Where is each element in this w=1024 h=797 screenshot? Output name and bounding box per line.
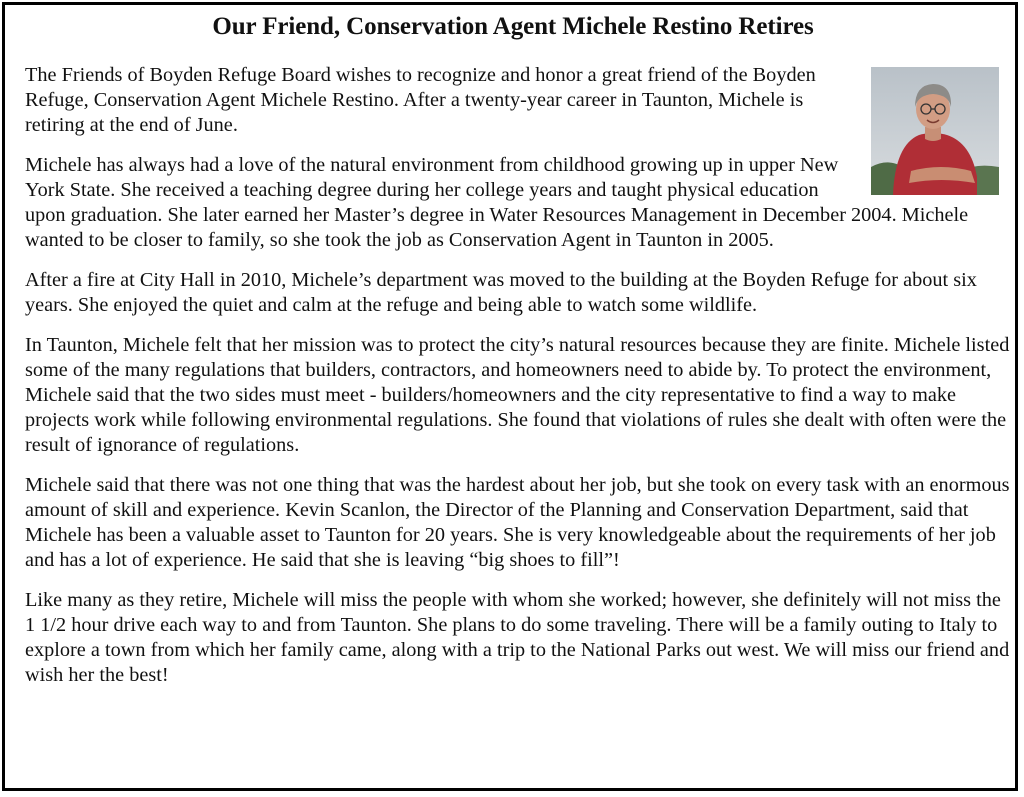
paragraph-6: Like many as they retire, Michele will miss the people with whom she worked; however, she definitely will not miss the 1 1/2 hour drive each way to and from Taunton. She plans to do some traveling. There will be a family outing to Italy to explore a town from which her family came, along with a trip to the National Parks out west. We will miss our friend and wish her the best! [25, 589, 1010, 686]
paragraph-1: The Friends of Boyden Refuge Board wishes to recognize and honor a great friend of the Boyden Refuge, Conservation Agent Michele Restino. After a twenty-year career in Taunton, Michele is retiring at the end of June. [25, 64, 816, 136]
paragraph-3: After a fire at City Hall in 2010, Michele’s department was moved to the building at the Boyden Refuge for about six years. She enjoyed the quiet and calm at the refuge and being able to watch some wildlife. [25, 269, 977, 316]
photo-spacer [860, 63, 1010, 197]
article-body [25, 63, 1010, 703]
article-frame [2, 2, 1018, 791]
paragraph-2: Michele has always had a love of the natural environment from childhood growing up in upper New York State. She received a teaching degree during her college years and taught physical education upon graduation. She later earned her Master’s degree in Water Resources Management in December 2004. Michele wanted to be closer to family, so she took the job as Conservation Agent in Taunton in 2005. [25, 154, 969, 251]
paragraph-4: In Taunton, Michele felt that her mission was to protect the city’s natural resources because they are finite. Michele listed some of the many regulations that builders, contractors, and homeowners need to abide by. To protect the environment, Michele said that the two sides must meet - builders/homeowners and the city representative to find a way to make projects work while following environmental regulations. She found that violations of rules she dealt with often were the result of ignorance of regulations. [25, 334, 1010, 456]
article-title: Our Friend, Conservation Agent Michele Restino Retires [212, 13, 814, 40]
paragraph-5: Michele said that there was not one thing that was the hardest about her job, but she took on every task with an enormous amount of skill and experience. Kevin Scanlon, the Director of the Planning and Conservation Department, said that Michele has been a valuable asset to Taunton for 20 years. She is very knowledgeable about the requirements of her job and has a lot of experience. He said that she is leaving “big shoes to fill”! [25, 474, 1010, 571]
